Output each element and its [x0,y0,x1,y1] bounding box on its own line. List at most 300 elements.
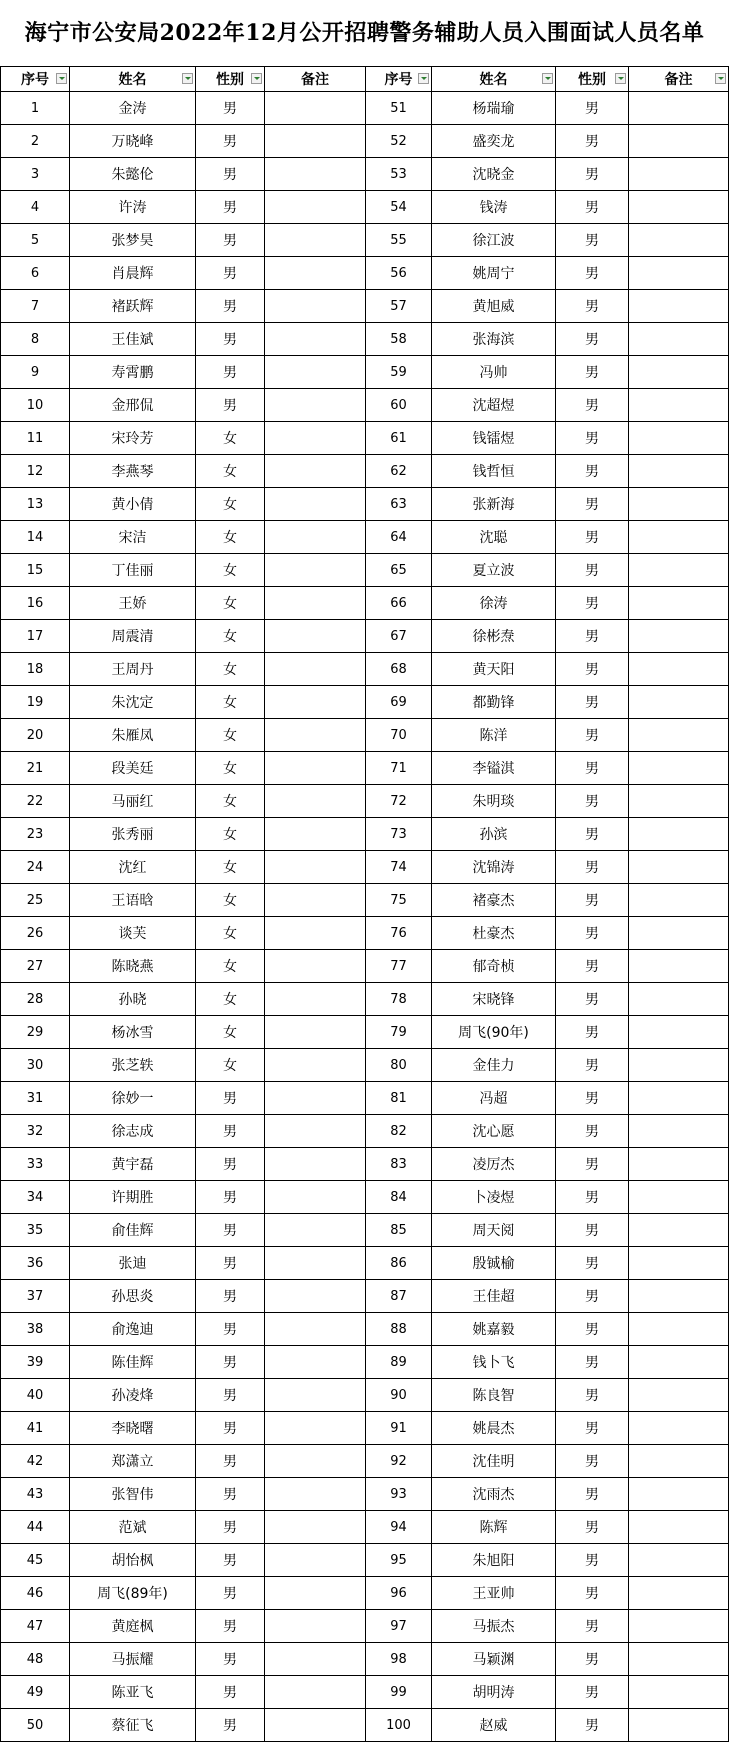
cell-seq-left: 39 [1,1346,70,1379]
cell-gender-left: 女 [196,950,265,983]
cell-seq-left: 7 [1,290,70,323]
cell-note-right [629,983,729,1016]
cell-seq-right: 73 [366,818,432,851]
cell-seq-left: 30 [1,1049,70,1082]
cell-name-right: 马颖渊 [432,1643,556,1676]
cell-gender-right: 男 [556,719,629,752]
table-row [1,884,729,917]
cell-name-right: 陈辉 [432,1511,556,1544]
cell-name-right: 卜凌煜 [432,1181,556,1214]
cell-seq-right: 97 [366,1610,432,1643]
cell-seq-left: 22 [1,785,70,818]
cell-gender-right: 男 [556,1676,629,1709]
cell-seq-right: 93 [366,1478,432,1511]
cell-seq-left: 38 [1,1313,70,1346]
cell-name-left: 马振耀 [70,1643,196,1676]
cell-gender-left: 女 [196,653,265,686]
cell-gender-right: 男 [556,1313,629,1346]
cell-name-right: 沈雨杰 [432,1478,556,1511]
filter-dropdown-icon[interactable] [715,73,726,84]
cell-name-left: 王语晗 [70,884,196,917]
cell-gender-right: 男 [556,1016,629,1049]
cell-seq-right: 68 [366,653,432,686]
cell-seq-right: 66 [366,587,432,620]
cell-note-left [265,1643,366,1676]
cell-gender-right: 男 [556,92,629,125]
cell-gender-left: 男 [196,1577,265,1610]
table-row [1,191,729,224]
cell-note-right [629,1643,729,1676]
cell-name-left: 肖晨辉 [70,257,196,290]
table-row [1,752,729,785]
header-name-right [432,67,556,92]
cell-name-left: 张芝轶 [70,1049,196,1082]
cell-seq-left: 44 [1,1511,70,1544]
table-row [1,851,729,884]
cell-seq-left: 24 [1,851,70,884]
cell-name-left: 张迪 [70,1247,196,1280]
cell-seq-left: 37 [1,1280,70,1313]
table-row [1,1148,729,1181]
cell-name-left: 段美廷 [70,752,196,785]
cell-name-right: 褚豪杰 [432,884,556,917]
cell-note-left [265,290,366,323]
cell-seq-left: 41 [1,1412,70,1445]
cell-gender-left: 男 [196,356,265,389]
cell-note-left [265,389,366,422]
header-label: 性别 [578,72,606,88]
cell-name-right: 盛奕龙 [432,125,556,158]
header-label: 性别 [216,72,244,88]
cell-gender-left: 女 [196,587,265,620]
cell-gender-left: 男 [196,1214,265,1247]
filter-dropdown-icon[interactable] [251,73,262,84]
table-row [1,1445,729,1478]
table-row [1,1115,729,1148]
table-row [1,521,729,554]
cell-seq-right: 85 [366,1214,432,1247]
cell-seq-right: 70 [366,719,432,752]
cell-note-right [629,455,729,488]
cell-note-left [265,92,366,125]
cell-note-right [629,1148,729,1181]
cell-gender-right: 男 [556,917,629,950]
cell-seq-left: 20 [1,719,70,752]
cell-gender-right: 男 [556,686,629,719]
cell-name-left: 张秀丽 [70,818,196,851]
cell-seq-left: 5 [1,224,70,257]
cell-seq-left: 11 [1,422,70,455]
cell-name-left: 宋玲芳 [70,422,196,455]
cell-name-left: 郑潇立 [70,1445,196,1478]
table-row [1,620,729,653]
table-row [1,917,729,950]
cell-note-right [629,950,729,983]
cell-seq-right: 55 [366,224,432,257]
cell-seq-right: 81 [366,1082,432,1115]
cell-gender-right: 男 [556,1280,629,1313]
cell-note-left [265,719,366,752]
cell-name-right: 钱卜飞 [432,1346,556,1379]
cell-note-right [629,191,729,224]
filter-dropdown-icon[interactable] [56,73,67,84]
cell-gender-left: 女 [196,521,265,554]
cell-name-right: 王佳超 [432,1280,556,1313]
cell-note-right [629,686,729,719]
cell-note-left [265,191,366,224]
cell-note-left [265,587,366,620]
cell-note-left [265,950,366,983]
cell-seq-right: 87 [366,1280,432,1313]
cell-gender-right: 男 [556,125,629,158]
cell-seq-right: 61 [366,422,432,455]
cell-name-left: 黄宇磊 [70,1148,196,1181]
filter-dropdown-icon[interactable] [615,73,626,84]
cell-gender-left: 男 [196,1247,265,1280]
cell-seq-right: 79 [366,1016,432,1049]
cell-seq-left: 25 [1,884,70,917]
cell-name-right: 徐江波 [432,224,556,257]
cell-note-right [629,1247,729,1280]
cell-gender-right: 男 [556,389,629,422]
cell-name-left: 黄庭枫 [70,1610,196,1643]
cell-note-right [629,1280,729,1313]
cell-seq-right: 77 [366,950,432,983]
cell-gender-right: 男 [556,983,629,1016]
cell-name-left: 褚跃辉 [70,290,196,323]
page-title: 海宁市公安局2022年12月公开招聘警务辅助人员入围面试人员名单 [24,20,705,46]
cell-gender-left: 男 [196,191,265,224]
header-label: 序号 [21,72,49,88]
cell-seq-left: 29 [1,1016,70,1049]
cell-gender-right: 男 [556,1214,629,1247]
cell-gender-right: 男 [556,1511,629,1544]
cell-name-left: 周震清 [70,620,196,653]
cell-seq-right: 99 [366,1676,432,1709]
cell-seq-right: 92 [366,1445,432,1478]
cell-note-left [265,1115,366,1148]
cell-gender-left: 男 [196,1445,265,1478]
cell-name-right: 朱明琰 [432,785,556,818]
cell-note-left [265,752,366,785]
cell-seq-left: 48 [1,1643,70,1676]
cell-gender-right: 男 [556,1709,629,1742]
cell-gender-left: 女 [196,752,265,785]
header-label: 序号 [384,72,413,88]
cell-gender-right: 男 [556,1445,629,1478]
cell-seq-left: 13 [1,488,70,521]
cell-note-left [265,1280,366,1313]
header-label: 姓名 [118,72,147,88]
cell-name-right: 张海滨 [432,323,556,356]
cell-seq-left: 10 [1,389,70,422]
cell-gender-left: 男 [196,224,265,257]
cell-note-left [265,1346,366,1379]
cell-gender-right: 男 [556,851,629,884]
cell-seq-left: 33 [1,1148,70,1181]
cell-name-left: 朱沈定 [70,686,196,719]
cell-note-left [265,1577,366,1610]
cell-seq-left: 31 [1,1082,70,1115]
cell-seq-right: 72 [366,785,432,818]
cell-seq-left: 16 [1,587,70,620]
cell-name-left: 陈佳辉 [70,1346,196,1379]
table-row [1,92,729,125]
cell-name-right: 沈锦涛 [432,851,556,884]
cell-name-right: 宋晓锋 [432,983,556,1016]
table-row [1,1544,729,1577]
cell-gender-left: 女 [196,554,265,587]
cell-seq-right: 94 [366,1511,432,1544]
table-row [1,125,729,158]
cell-name-left: 蔡征飞 [70,1709,196,1742]
cell-name-right: 郁奇桢 [432,950,556,983]
cell-gender-left: 男 [196,1610,265,1643]
cell-gender-left: 女 [196,884,265,917]
cell-gender-left: 男 [196,158,265,191]
cell-gender-left: 男 [196,290,265,323]
header-note-right [629,67,729,92]
cell-note-left [265,620,366,653]
cell-note-left [265,1379,366,1412]
cell-note-right [629,1016,729,1049]
cell-note-right [629,488,729,521]
cell-gender-right: 男 [556,455,629,488]
cell-note-left [265,125,366,158]
cell-note-right [629,92,729,125]
table-row [1,719,729,752]
cell-note-left [265,1082,366,1115]
table-row [1,323,729,356]
table-row [1,158,729,191]
table-row [1,224,729,257]
cell-seq-right: 75 [366,884,432,917]
cell-seq-right: 84 [366,1181,432,1214]
cell-seq-right: 51 [366,92,432,125]
cell-gender-right: 男 [556,422,629,455]
cell-gender-right: 男 [556,521,629,554]
filter-dropdown-icon[interactable] [542,73,553,84]
cell-name-left: 许涛 [70,191,196,224]
cell-note-right [629,884,729,917]
cell-gender-left: 女 [196,818,265,851]
cell-gender-left: 男 [196,323,265,356]
cell-note-left [265,422,366,455]
cell-note-right [629,1676,729,1709]
cell-gender-left: 女 [196,917,265,950]
cell-seq-left: 43 [1,1478,70,1511]
cell-gender-right: 男 [556,1247,629,1280]
table-row [1,1511,729,1544]
cell-seq-right: 71 [366,752,432,785]
cell-seq-right: 91 [366,1412,432,1445]
cell-name-left: 俞佳辉 [70,1214,196,1247]
cell-note-left [265,455,366,488]
cell-note-right [629,1709,729,1742]
table-row [1,983,729,1016]
cell-name-right: 凌厉杰 [432,1148,556,1181]
cell-note-left [265,521,366,554]
header-seq-right [366,67,432,92]
cell-note-right [629,1577,729,1610]
cell-note-right [629,1379,729,1412]
cell-gender-right: 男 [556,785,629,818]
cell-note-left [265,983,366,1016]
cell-note-left [265,884,366,917]
cell-name-right: 杜豪杰 [432,917,556,950]
cell-name-left: 王娇 [70,587,196,620]
cell-note-left [265,1544,366,1577]
cell-gender-right: 男 [556,1544,629,1577]
cell-gender-left: 男 [196,1676,265,1709]
cell-name-left: 周飞(89年) [70,1577,196,1610]
cell-note-left [265,1247,366,1280]
cell-seq-left: 50 [1,1709,70,1742]
cell-gender-left: 女 [196,983,265,1016]
cell-gender-left: 男 [196,1313,265,1346]
cell-seq-left: 12 [1,455,70,488]
cell-gender-right: 男 [556,1049,629,1082]
filter-dropdown-icon[interactable] [418,73,429,84]
cell-seq-right: 69 [366,686,432,719]
cell-gender-right: 男 [556,752,629,785]
cell-name-right: 姚嘉毅 [432,1313,556,1346]
cell-name-right: 沈心愿 [432,1115,556,1148]
cell-name-left: 寿霄鹏 [70,356,196,389]
table-row [1,686,729,719]
cell-gender-right: 男 [556,323,629,356]
candidate-table [0,66,729,1742]
cell-name-left: 孙思炎 [70,1280,196,1313]
cell-gender-left: 女 [196,455,265,488]
cell-note-right [629,224,729,257]
cell-gender-left: 女 [196,719,265,752]
cell-gender-left: 女 [196,620,265,653]
cell-seq-right: 86 [366,1247,432,1280]
filter-dropdown-icon[interactable] [182,73,193,84]
table-row [1,1280,729,1313]
cell-note-right [629,1412,729,1445]
cell-gender-right: 男 [556,1148,629,1181]
cell-note-left [265,257,366,290]
cell-gender-right: 男 [556,1082,629,1115]
header-label: 备注 [301,72,329,88]
cell-seq-left: 42 [1,1445,70,1478]
cell-name-right: 黄天阳 [432,653,556,686]
cell-note-right [629,554,729,587]
cell-note-left [265,1478,366,1511]
cell-seq-right: 89 [366,1346,432,1379]
cell-gender-left: 男 [196,1280,265,1313]
table-row [1,389,729,422]
cell-name-right: 孙滨 [432,818,556,851]
cell-note-left [265,1214,366,1247]
cell-gender-left: 女 [196,851,265,884]
table-row [1,1676,729,1709]
cell-seq-left: 28 [1,983,70,1016]
cell-name-left: 丁佳丽 [70,554,196,587]
cell-gender-left: 男 [196,125,265,158]
cell-note-right [629,1313,729,1346]
cell-seq-left: 9 [1,356,70,389]
cell-name-right: 钱哲恒 [432,455,556,488]
cell-seq-left: 6 [1,257,70,290]
cell-note-left [265,1445,366,1478]
cell-seq-left: 27 [1,950,70,983]
cell-gender-left: 女 [196,686,265,719]
cell-gender-left: 男 [196,92,265,125]
cell-seq-right: 54 [366,191,432,224]
cell-gender-left: 男 [196,1115,265,1148]
cell-seq-right: 65 [366,554,432,587]
cell-name-left: 谈芙 [70,917,196,950]
cell-seq-left: 21 [1,752,70,785]
cell-seq-left: 35 [1,1214,70,1247]
cell-gender-left: 男 [196,1643,265,1676]
cell-seq-right: 60 [366,389,432,422]
cell-note-right [629,752,729,785]
table-row [1,1610,729,1643]
cell-seq-right: 98 [366,1643,432,1676]
cell-name-left: 王佳斌 [70,323,196,356]
cell-gender-right: 男 [556,1577,629,1610]
table-body [1,92,729,1742]
table-row [1,1082,729,1115]
table-row [1,488,729,521]
cell-note-right [629,521,729,554]
cell-seq-right: 82 [366,1115,432,1148]
cell-gender-right: 男 [556,1610,629,1643]
cell-gender-left: 男 [196,1082,265,1115]
table-row [1,1181,729,1214]
cell-seq-right: 95 [366,1544,432,1577]
table-row [1,1412,729,1445]
cell-seq-right: 57 [366,290,432,323]
cell-name-left: 金邢侃 [70,389,196,422]
cell-name-right: 冯帅 [432,356,556,389]
cell-name-left: 徐妙一 [70,1082,196,1115]
cell-seq-left: 23 [1,818,70,851]
cell-gender-left: 男 [196,1379,265,1412]
cell-note-right [629,257,729,290]
cell-name-right: 徐彬焘 [432,620,556,653]
cell-seq-right: 67 [366,620,432,653]
cell-name-right: 王亚帅 [432,1577,556,1610]
cell-seq-left: 1 [1,92,70,125]
cell-name-left: 陈晓燕 [70,950,196,983]
cell-seq-right: 63 [366,488,432,521]
cell-note-left [265,1049,366,1082]
cell-name-left: 俞逸迪 [70,1313,196,1346]
cell-note-left [265,686,366,719]
header-row [1,67,729,92]
cell-seq-right: 62 [366,455,432,488]
header-gender-left [196,67,265,92]
cell-note-left [265,356,366,389]
cell-gender-left: 男 [196,1412,265,1445]
cell-name-right: 赵威 [432,1709,556,1742]
cell-note-left [265,1610,366,1643]
cell-name-left: 沈红 [70,851,196,884]
table-row [1,1577,729,1610]
table-row [1,653,729,686]
cell-note-right [629,1049,729,1082]
cell-name-right: 姚晨杰 [432,1412,556,1445]
table-row [1,455,729,488]
cell-note-left [265,1313,366,1346]
cell-note-right [629,290,729,323]
cell-note-left [265,1181,366,1214]
